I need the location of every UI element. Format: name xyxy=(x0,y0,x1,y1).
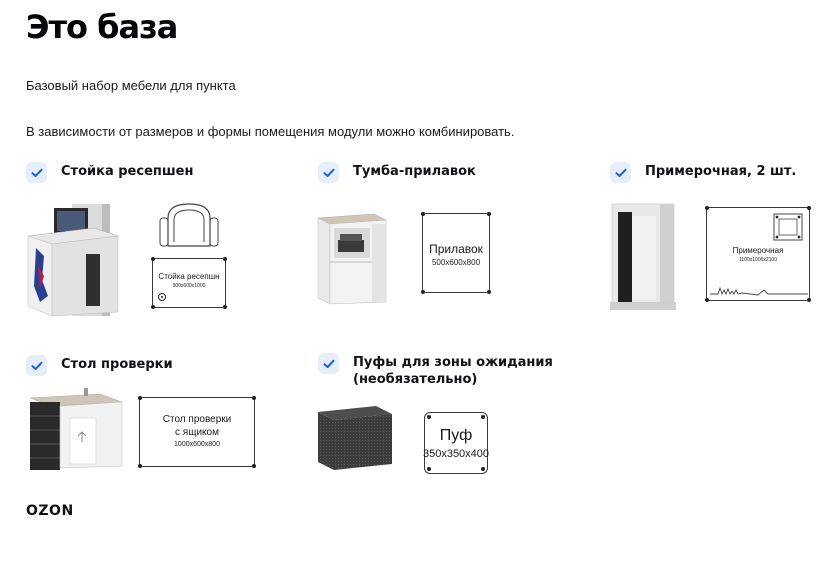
curtain-plan-image xyxy=(708,284,808,298)
pouf-plan-size: 350x350x400 xyxy=(422,448,490,460)
check-icon[interactable] xyxy=(318,162,339,183)
chair-symbol-icon xyxy=(157,292,167,302)
table-plan-label-1: Стол проверки xyxy=(162,414,232,425)
item-reception-header xyxy=(26,162,193,183)
item-title-counter: Тумба-прилавок xyxy=(353,164,476,179)
fitting-plan-label: Примерочная xyxy=(732,246,784,255)
check-icon[interactable] xyxy=(26,162,47,183)
item-pouf-header xyxy=(318,353,553,388)
pouf-plan-label: Пуф xyxy=(439,427,473,444)
table-plan-size: 1000x600x800 xyxy=(174,441,220,448)
item-counter-header xyxy=(318,162,476,183)
counter-plan-size: 500x600x800 xyxy=(431,258,481,267)
page-description: В зависимости от размеров и формы помещения модули можно комбинировать. xyxy=(26,124,515,139)
table-plan-label-2: с ящиком xyxy=(175,427,219,438)
item-title-pouf xyxy=(353,353,553,388)
fitting-room-image xyxy=(608,202,682,312)
item-title-reception: Стойка ресепшен xyxy=(61,164,194,179)
inspection-table-image xyxy=(24,388,124,474)
item-title-pouf-line2: (необязательно) xyxy=(353,372,478,387)
reception-plan-label: Стойка ресепшн xyxy=(158,272,220,281)
page-subtitle: Базовый набор мебели для пункта xyxy=(26,78,236,93)
fitting-plan-size: 1100x1000x2100 xyxy=(739,257,777,263)
item-table-header xyxy=(26,355,173,376)
table-plan xyxy=(139,397,255,467)
check-icon[interactable] xyxy=(318,353,339,374)
seat-plan-image xyxy=(772,212,806,244)
item-fitting-header xyxy=(610,162,796,183)
ozon-logo: OZON xyxy=(26,503,74,519)
reception-plan-size: 900x600x1000 xyxy=(172,283,206,289)
item-title-fitting: Примерочная, 2 шт. xyxy=(645,164,797,179)
counter-plan-label: Прилавок xyxy=(429,242,483,256)
pouf-image xyxy=(314,404,394,472)
counter-plan xyxy=(422,213,490,293)
reception-desk-image xyxy=(24,196,124,318)
item-title-pouf-line1: Пуфы для зоны ожидания xyxy=(353,355,553,370)
counter-image xyxy=(314,210,390,306)
chair-plan-image xyxy=(156,198,222,258)
page-title: Это база xyxy=(26,8,178,46)
check-icon[interactable] xyxy=(26,355,47,376)
check-icon[interactable] xyxy=(610,162,631,183)
item-title-table: Стол проверки xyxy=(61,357,173,372)
pouf-plan xyxy=(424,412,488,474)
